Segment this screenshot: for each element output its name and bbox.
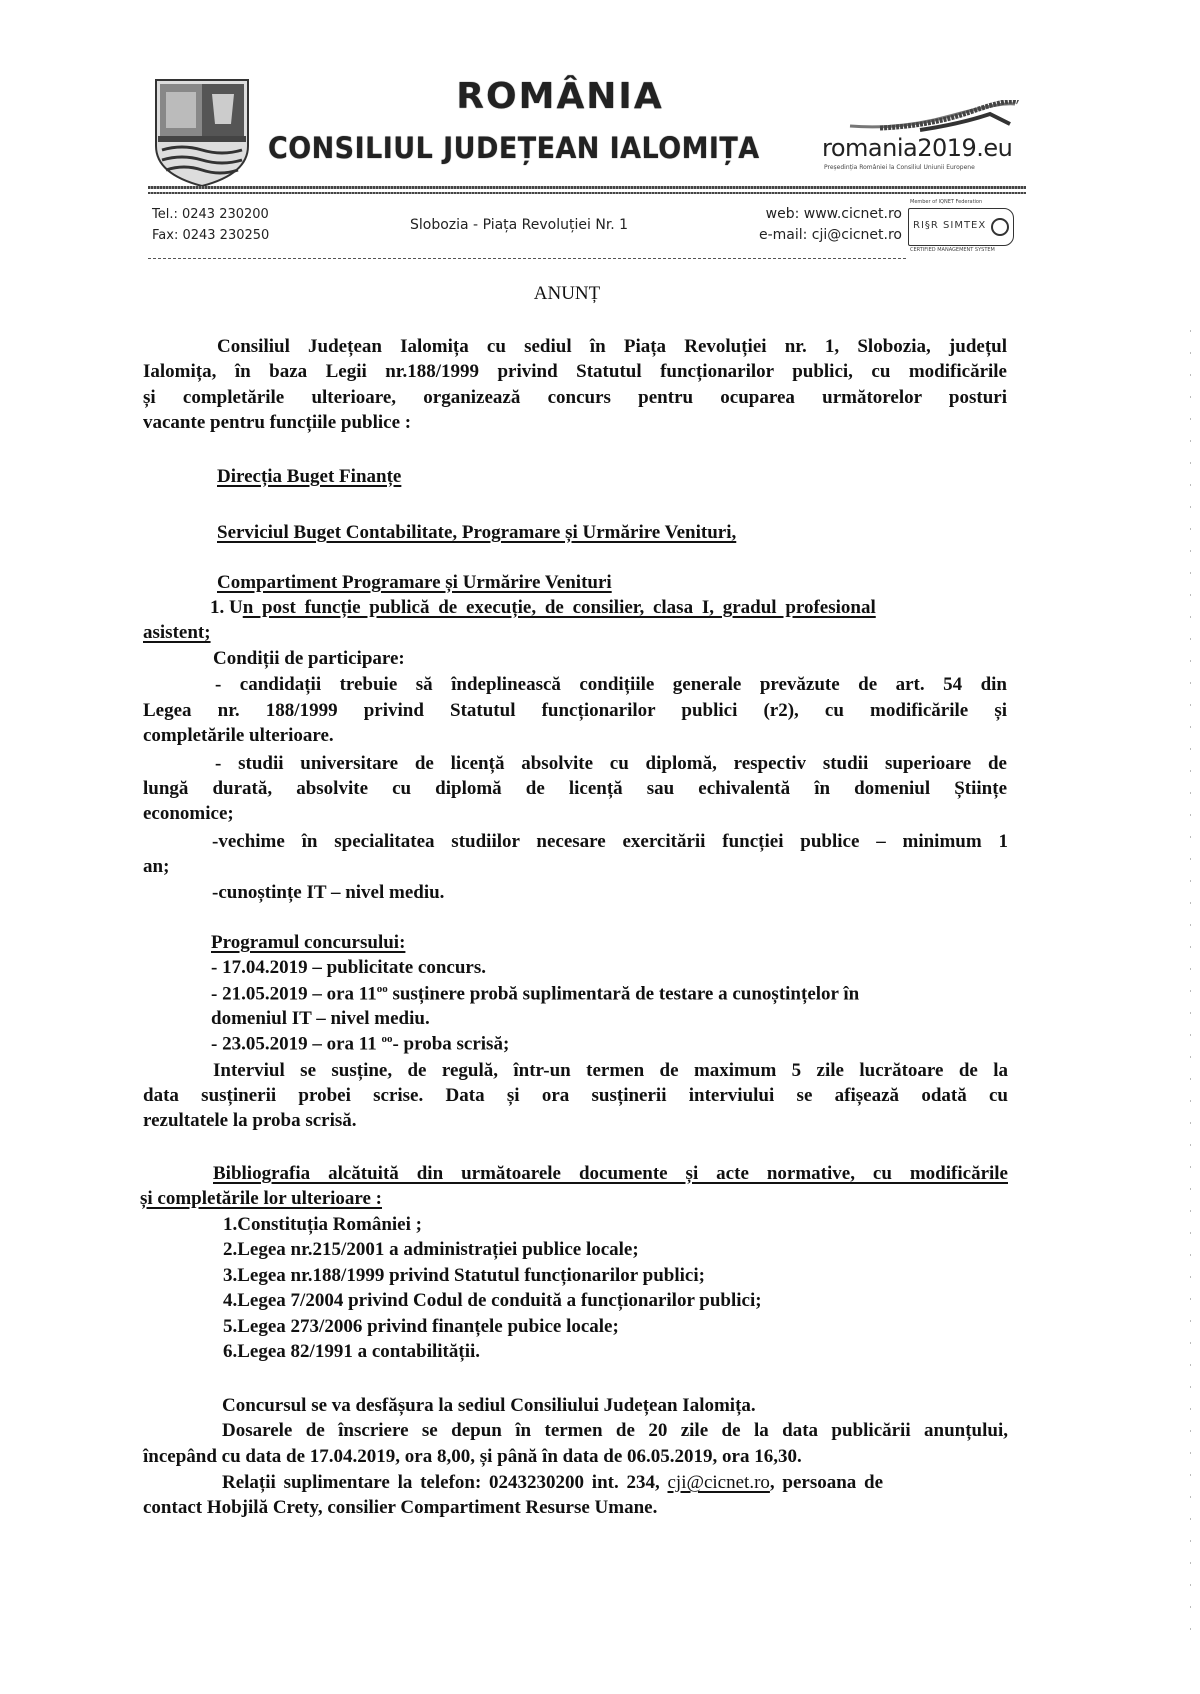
interview-line: rezultatele la proba scrisă. [143,1110,357,1131]
header-divider [148,192,1026,194]
bibliography-item: 2.Legea nr.215/2001 a administrației publice locale; [223,1239,639,1260]
schedule-heading: Programul concursului: [211,932,406,953]
schedule-description: - proba scrisă; [392,1033,510,1055]
presidency-flag-icon [840,100,1020,136]
certification-footer: CERTIFIED MANAGEMENT SYSTEM [910,247,995,253]
schedule-description: susținere probă suplimentară de testare a cunoștințelor în [387,983,860,1005]
schedule-item: domeniul IT – nivel mediu. [211,1008,430,1029]
email: e-mail: cji@cicnet.ro [758,227,902,243]
interview-line: data susținerii probei scrise. Data și ora susținerii interviului se afișează odată cu [143,1085,1008,1106]
contact-line [222,1472,1008,1494]
web-email-block [740,204,902,246]
intro-line: vacante pentru funcțiile publice : [143,412,412,433]
bibliography-item: 3.Legea nr.188/1999 privind Statutul funcționarilor publici; [223,1265,705,1286]
presidency-logo-subtext: Președinția României la Consiliul Uniunii Europene [824,164,975,171]
deadline-line: Dosarele de înscriere se depun în termen de 20 zile de la data publicării anunțului, [222,1420,1008,1441]
intro-line: și completările ulterioare, organizează concurs pentru ocuparea următorelor posturi [143,387,1007,408]
contact-email-link[interactable]: cji@cicnet.ro [667,1472,770,1493]
schedule-item: - 17.04.2019 – publicitate concurs. [211,957,486,978]
contact-person-text: , persoana de [769,1472,884,1493]
presidency-logo-text: romania2019.eu [822,134,1013,162]
intro-line: Ialomița, în baza Legii nr.188/1999 privind Statutul funcționarilor publici, cu modificările [143,361,1007,382]
post-grade: asistent; [143,622,211,643]
condition-line: -cunoștințe IT – nivel mediu. [212,882,445,903]
condition-line: an; [143,856,170,877]
post-description [210,597,1010,619]
certification-label: RI§R SIMTEX [913,220,987,231]
condition-line: - studii universitare de licență absolvite cu diplomă, respectiv studii superioare de [215,753,1007,774]
condition-line: lungă durată, absolvite cu diplomă de licență sau echivalentă în domeniul Științe [143,778,1007,799]
website: web: www.cicnet.ro [765,206,902,222]
certification-badge [908,208,1014,246]
condition-line: - candidații trebuie să îndeplinească condițiile generale prevăzute de art. 54 din [215,674,1007,695]
contact-phone-text: Relații suplimentare la telefon: 0243230200 int. 234, [222,1472,668,1493]
department-heading: Direcția Buget Finanțe [217,466,402,487]
post-prefix: 1. U [210,597,243,618]
phone-fax-block [152,204,269,246]
schedule-date: - 23.05.2019 – ora 11 [211,1033,382,1055]
schedule-item [211,1033,509,1055]
phone-number: Tel.: 0243 230200 [152,207,269,222]
intro-line: Consiliul Județean Ialomița cu sediul în Piața Revoluției nr. 1, Slobozia, județul [217,336,1007,357]
header-institution: CONSILIUL JUDEȚEAN IALOMIȚA [268,131,760,165]
schedule-time-superscript: oo [381,1033,393,1045]
bibliography-item: 6.Legea 82/1991 a contabilității. [223,1341,481,1362]
schedule-item [211,983,859,1005]
contact-line: contact Hobjilă Crety, consilier Compartiment Resurse Umane. [143,1497,658,1518]
deadline-line: începând cu data de 17.04.2019, ora 8,00, și până în data de 06.05.2019, ora 16,30. [143,1446,802,1467]
bibliography-item: 1.Constituția României ; [223,1214,422,1235]
condition-line: economice; [143,803,234,824]
service-heading: Serviciul Buget Contabilitate, Programare și Urmărire Venituri, [217,522,737,543]
interview-line: Interviul se susține, de regulă, într-un termen de maximum 5 zile lucrătoare de la [213,1060,1008,1081]
condition-line: -vechime în specialitatea studiilor necesare exercitării funcției publice – minimum 1 [212,831,1008,852]
bibliography-heading: Bibliografia alcătuită din următoarele documente și acte normative, cu modificările [213,1163,1008,1184]
bibliography-item: 4.Legea 7/2004 privind Codul de conduită a funcționarilor publici; [223,1290,762,1311]
address: Slobozia - Piața Revoluției Nr. 1 [410,217,629,233]
certification-caption: Member of IQNET Federation [910,199,983,205]
bibliography-heading: și completările lor ulterioare : [140,1188,382,1209]
condition-line: Legea nr. 188/1999 privind Statutul funcționarilor publici (r2), cu modificările și [143,700,1007,721]
scan-edge-artifact [1190,330,1191,1630]
location-line: Concursul se va desfășura la sediul Consiliului Județean Ialomița. [222,1395,756,1416]
certification-seal-icon [991,218,1009,236]
header-divider [148,186,1026,189]
fax-number: Fax: 0243 230250 [152,228,270,243]
document-title: ANUNȚ [533,283,601,304]
header-country: ROMÂNIA [456,76,664,117]
bibliography-item: 5.Legea 273/2006 privind finanțele pubice locale; [223,1316,619,1337]
condition-line: completările ulterioare. [143,725,334,746]
conditions-heading: Condiții de participare: [213,648,405,669]
schedule-date: - 21.05.2019 – ora 11 [211,983,377,1005]
contact-divider [148,258,908,259]
schedule-time-superscript: oo [376,983,388,995]
post-title: n post funcție publică de execuție, de consilier, clasa I, gradul profesional [242,597,876,618]
compartment-heading: Compartiment Programare și Urmărire Venituri [217,572,612,593]
